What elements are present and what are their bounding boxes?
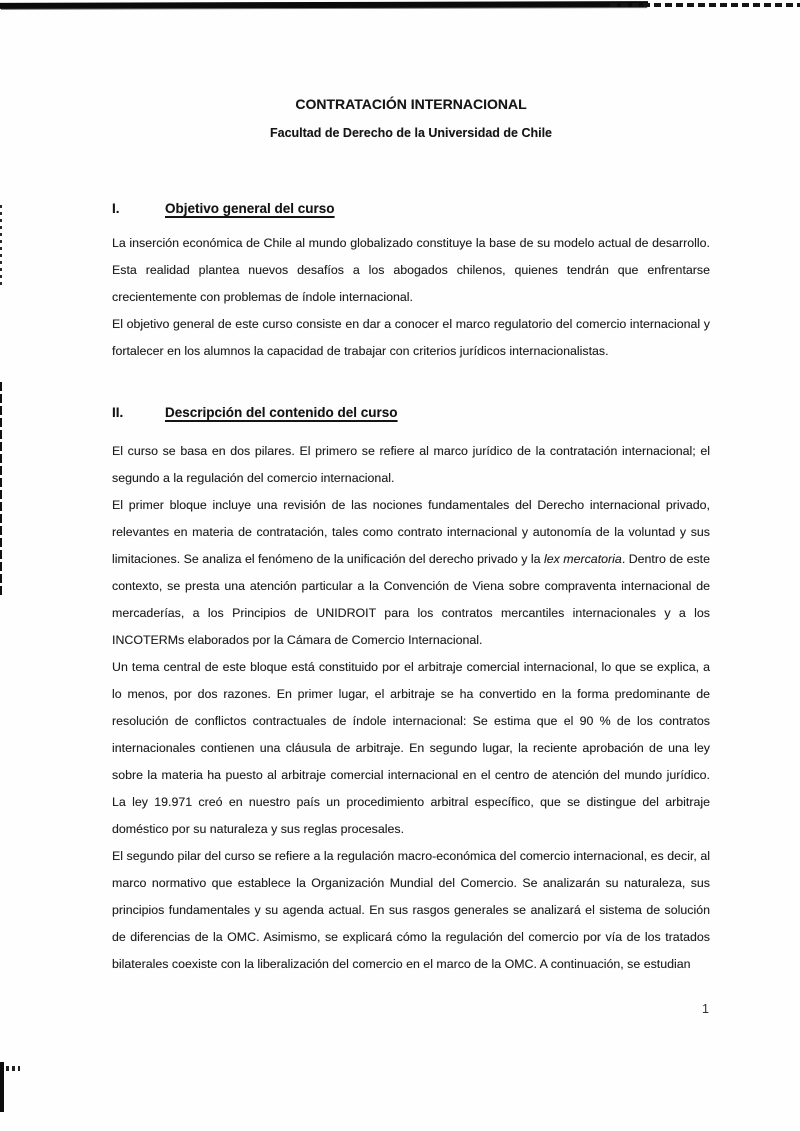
page-number: 1: [702, 1002, 709, 1016]
document-page: [112, 0, 710, 978]
section-body: [112, 438, 710, 978]
document-title: CONTRATACIÓN INTERNACIONAL: [295, 96, 527, 112]
scan-artifact-left-dashed: [0, 382, 2, 597]
paragraph: El objetivo general de este curso consiste en dar a conocer el marco regulatorio del comercio internacional y fortalecer en los alumnos la capacidad de trabajar con criterios jurídicos internacionalistas.: [112, 317, 710, 358]
paragraph: El segundo pilar del curso se refiere a la regulación macro-económica del comercio internacional, es decir, al marco normativo que establece la Organización Mundial del Comercio. Se analizarán su naturaleza, sus principios fundamentales y su agenda actual. En sus rasgos generales se analizará el sistema de solución de diferencias de la OMC. Asimismo, se explicará cómo la regulación del comercio por vía de los tratados bilaterales coexiste con la liberalización del comercio en el marco de la OMC. A continuación, se estudian: [112, 849, 710, 971]
section-heading-row: [112, 200, 710, 218]
scan-artifact-left-dotted: [0, 205, 2, 285]
paragraph: El curso se basa en dos pilares. El primero se refiere al marco jurídico de la contratación internacional; el segundo a la regulación del comercio internacional.: [112, 444, 710, 485]
scan-artifact-left-bar: [0, 1062, 4, 1112]
section-objetivo-general: [112, 200, 710, 365]
section-body: [112, 230, 710, 365]
section-descripcion-contenido: [112, 404, 710, 978]
section-heading: Descripción del contenido del curso: [165, 405, 398, 420]
paragraph: El primer bloque incluye una revisión de las nociones fundamentales del Derecho internacional privado, relevantes en materia de contratación, tales como contrato internacional y autonomía de la voluntad y sus limitaciones. Se analiza el fenómeno de la unificación del derecho privado y la lex mercatoria. Dentro de este contexto, se presta una atención particular a la Convención de Viena sobre compraventa internacional de mercaderías, a los Principios de UNIDROIT para los contratos mercantiles internacionales y a los INCOTERMs elaborados por la Cámara de Comercio Internacional.: [112, 498, 710, 647]
section-numeral: II.: [112, 405, 124, 420]
document-subtitle: Facultad de Derecho de la Universidad de Chile: [269, 126, 553, 140]
section-heading-row: [112, 404, 710, 422]
paragraph: Un tema central de este bloque está constituido por el arbitraje comercial internacional, lo que se explica, a lo menos, por dos razones. En primer lugar, el arbitraje se ha convertido en la forma predominante de resolución de conflictos contractuales de índole internacional: Se estima que el 90 % de los contratos internacionales contienen una cláusula de arbitraje. En segundo lugar, la reciente aprobación de una ley sobre la materia ha puesto al arbitraje comercial internacional en el centro de atención del mundo jurídico. La ley 19.971 creó en nuestro país un procedimiento arbitral específico, que se distingue del arbitraje doméstico por su naturaleza y sus reglas procesales.: [112, 660, 710, 836]
paragraph: La inserción económica de Chile al mundo globalizado constituye la base de su modelo actual de desarrollo. Esta realidad plantea nuevos desafíos a los abogados chilenos, quienes tendrán que enfrentarse crecientemente con problemas de índole internacional.: [112, 236, 710, 304]
section-numeral: I.: [112, 201, 120, 216]
scan-artifact-left-speck: [6, 1066, 20, 1071]
section-heading: Objetivo general del curso: [165, 201, 335, 216]
